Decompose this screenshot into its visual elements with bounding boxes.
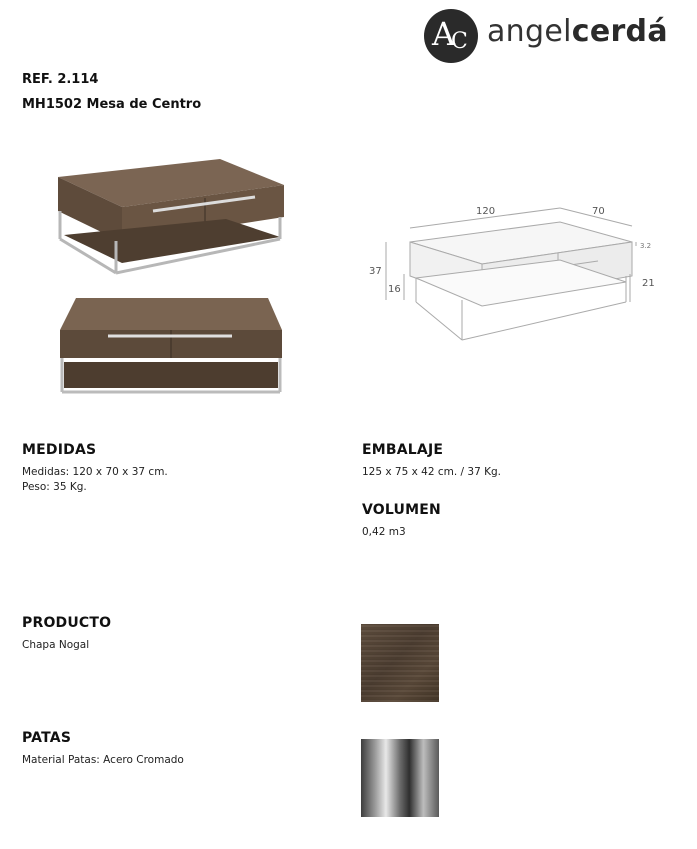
volumen-text: 0,42 m3 — [362, 526, 406, 538]
dim-height-label: 37 — [369, 266, 382, 277]
medidas-heading: MEDIDAS — [22, 442, 97, 458]
patas-heading: PATAS — [22, 730, 72, 746]
product-photo-perspective — [50, 155, 290, 285]
dim-gap-label: 21 — [642, 278, 655, 289]
producto-text: Chapa Nogal — [22, 639, 90, 651]
product-reference: REF. 2.114 — [22, 72, 99, 87]
dim-drawer-label: 3.2 — [640, 242, 652, 250]
wood-swatch — [361, 624, 439, 702]
medidas-weight: Peso: 35 Kg. — [22, 481, 87, 493]
patas-text: Material Patas: Acero Cromado — [22, 754, 184, 766]
brand-logo-mark — [424, 9, 478, 63]
brand-name-light: angel — [487, 14, 572, 49]
embalaje-text: 125 x 75 x 42 cm. / 37 Kg. — [362, 466, 502, 478]
brand-wordmark — [487, 14, 668, 49]
product-photo-front — [56, 296, 284, 398]
medidas-dimensions: Medidas: 120 x 70 x 37 cm. — [22, 466, 168, 478]
dim-width-label: 120 — [476, 206, 496, 217]
dimension-drawing — [362, 198, 662, 350]
embalaje-heading: EMBALAJE — [362, 442, 444, 458]
dim-depth-label: 70 — [592, 206, 605, 217]
logo-letter-a: A — [432, 15, 456, 53]
logo-letter-c: C — [451, 29, 468, 54]
volumen-heading: VOLUMEN — [362, 502, 441, 518]
chrome-swatch — [361, 739, 439, 817]
producto-heading: PRODUCTO — [22, 615, 112, 631]
dim-shelf-label: 16 — [388, 284, 401, 295]
product-model-title: MH1502 Mesa de Centro — [22, 97, 202, 112]
brand-name-bold: cerdá — [571, 14, 668, 49]
